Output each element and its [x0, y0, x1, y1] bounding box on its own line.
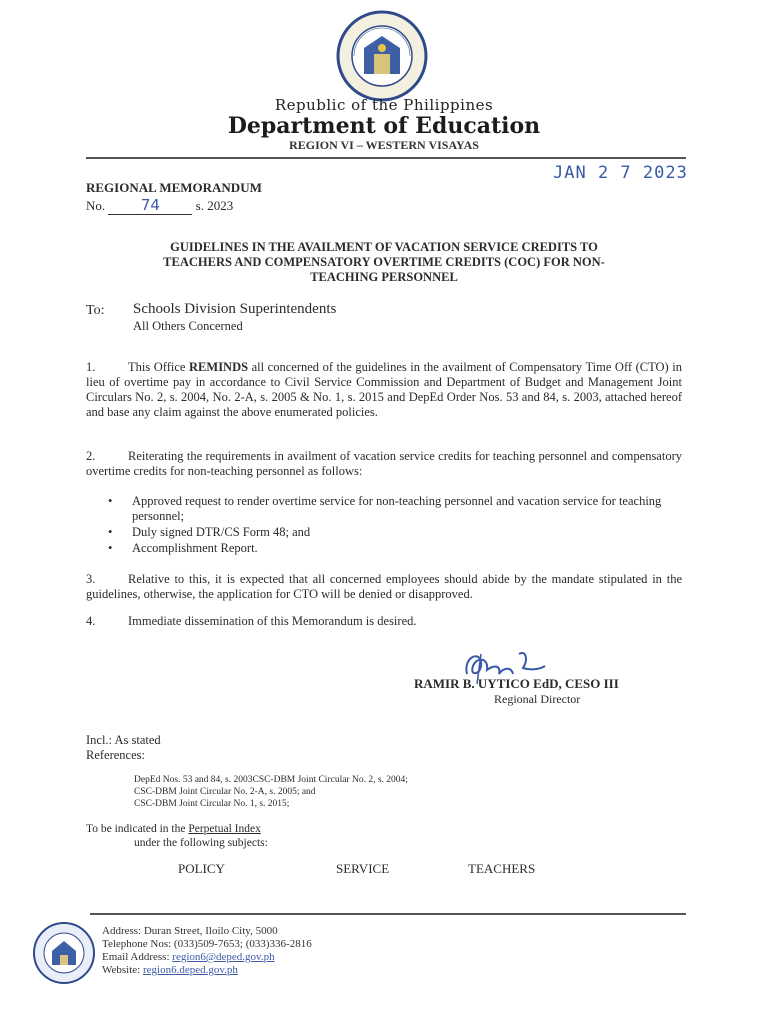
paragraph-text: Reiterating the requirements in availment of vacation service credits for teaching personnel and compensatory overtime credits for non-teaching personnel as follows:: [86, 449, 682, 478]
index-prefix: To be indicated in the: [86, 823, 189, 835]
index-subject-teachers: TEACHERS: [468, 861, 536, 876]
signatory-title: Regional Director: [494, 692, 581, 706]
references-list: [134, 774, 408, 810]
paragraph-text: Immediate dissemination of this Memorandum is desired.: [128, 614, 417, 628]
requirements-list: [108, 494, 682, 557]
subject-line: TEACHING PERSONNEL: [310, 270, 458, 284]
header-divider: [86, 157, 686, 159]
paragraph-number: 3.: [86, 572, 96, 586]
paragraph-number: 2.: [86, 449, 96, 463]
enclosure-note: Incl.: As stated: [86, 733, 161, 747]
website-link[interactable]: region6.deped.gov.ph: [142, 964, 238, 976]
republic-heading: Republic of the Philippines: [274, 96, 494, 114]
subject-line: GUIDELINES IN THE AVAILMENT OF VACATION SERVICE CREDITS TO: [170, 240, 598, 254]
paragraph-4: [86, 614, 682, 629]
perpetual-index-link: Perpetual Index: [188, 823, 261, 835]
memo-series: s. 2023: [195, 198, 234, 213]
received-date-stamp: JAN 2 7 2023: [553, 163, 688, 183]
subject-line: TEACHERS AND COMPENSATORY OVERTIME CREDITS (COC) FOR NON-: [163, 255, 605, 269]
to-label: To:: [86, 303, 105, 318]
memo-number-line: [86, 196, 233, 215]
references-label: References:: [86, 748, 145, 762]
list-item: • Duly signed DTR/CS Form 48; and: [108, 525, 682, 540]
signatory-name: RAMIR B. UYTICO EdD, CESO III: [414, 676, 619, 691]
paragraph-text: Relative to this, it is expected that all concerned employees should abide by the mandate stipulated in the guidelines, otherwise, the application for CTO will be denied or disapproved.: [86, 572, 682, 601]
memo-number: 74: [108, 196, 192, 215]
paragraph-2: [86, 449, 682, 479]
list-item: CSC-DBM Joint Circular No. 1, s. 2015;: [134, 799, 290, 809]
memo-no-label: No.: [86, 198, 106, 213]
footer-email-line: [102, 951, 312, 964]
department-heading: Department of Education: [227, 113, 541, 139]
to-recipient: Schools Division Superintendents: [133, 301, 337, 317]
region-heading: REGION VI – WESTERN VISAYAS: [289, 138, 479, 152]
email-label: Email Address:: [102, 951, 173, 963]
index-subject-policy: POLICY: [178, 861, 225, 876]
website-label: Website:: [102, 964, 143, 976]
email-link[interactable]: region6@deped.gov.ph: [172, 951, 275, 963]
list-item: DepEd Nos. 53 and 84, s. 2003CSC-DBM Joint Circular No. 2, s. 2004;: [134, 775, 408, 785]
paragraph-3: [86, 572, 682, 602]
footer-website-line: [102, 964, 312, 977]
paragraph-text: This Office: [128, 360, 190, 374]
list-item: • Approved request to render overtime service for non-teaching personnel and vacation service for teaching personnel;: [108, 494, 682, 524]
regional-office-seal-icon: [32, 921, 96, 985]
footer-contact: [102, 925, 312, 977]
paragraph-number: 4.: [86, 614, 96, 628]
index-under-note: under the following subjects:: [134, 837, 268, 849]
list-item: CSC-DBM Joint Circular No. 2-A, s. 2005; and: [134, 787, 316, 797]
paragraph-number: 1.: [86, 360, 96, 374]
footer-telephone: Telephone Nos: (033)509-7653; (033)336-2816: [102, 938, 312, 950]
index-subject-service: SERVICE: [336, 861, 390, 876]
to-recipient-secondary: All Others Concerned: [133, 319, 243, 333]
deped-seal-icon: [334, 8, 430, 104]
paragraph-1: [86, 360, 682, 420]
emphasis-text: REMINDS: [189, 360, 249, 374]
footer-address: Address: Duran Street, Iloilo City, 5000: [102, 925, 278, 937]
footer-divider: [90, 913, 686, 915]
memo-type: REGIONAL MEMORANDUM: [86, 180, 262, 195]
memo-subject: [86, 240, 682, 285]
list-item: • Accomplishment Report.: [108, 541, 682, 556]
paragraph-text: all concerned of the guidelines in the availment of Compensatory Time Off (CTO) in lieu of overtime pay in accordance to Civil Service Commission and Department of Budget and Management Joint Circulars No. 2, s. 2004, No. 2-A, s. 2005 & No. 1, s. 2015 and DepEd Order Nos. 53 and 84, s. 2003, attached hereof and base any claim against the above enumerated policies.: [86, 360, 682, 419]
perpetual-index-note: [86, 823, 261, 835]
